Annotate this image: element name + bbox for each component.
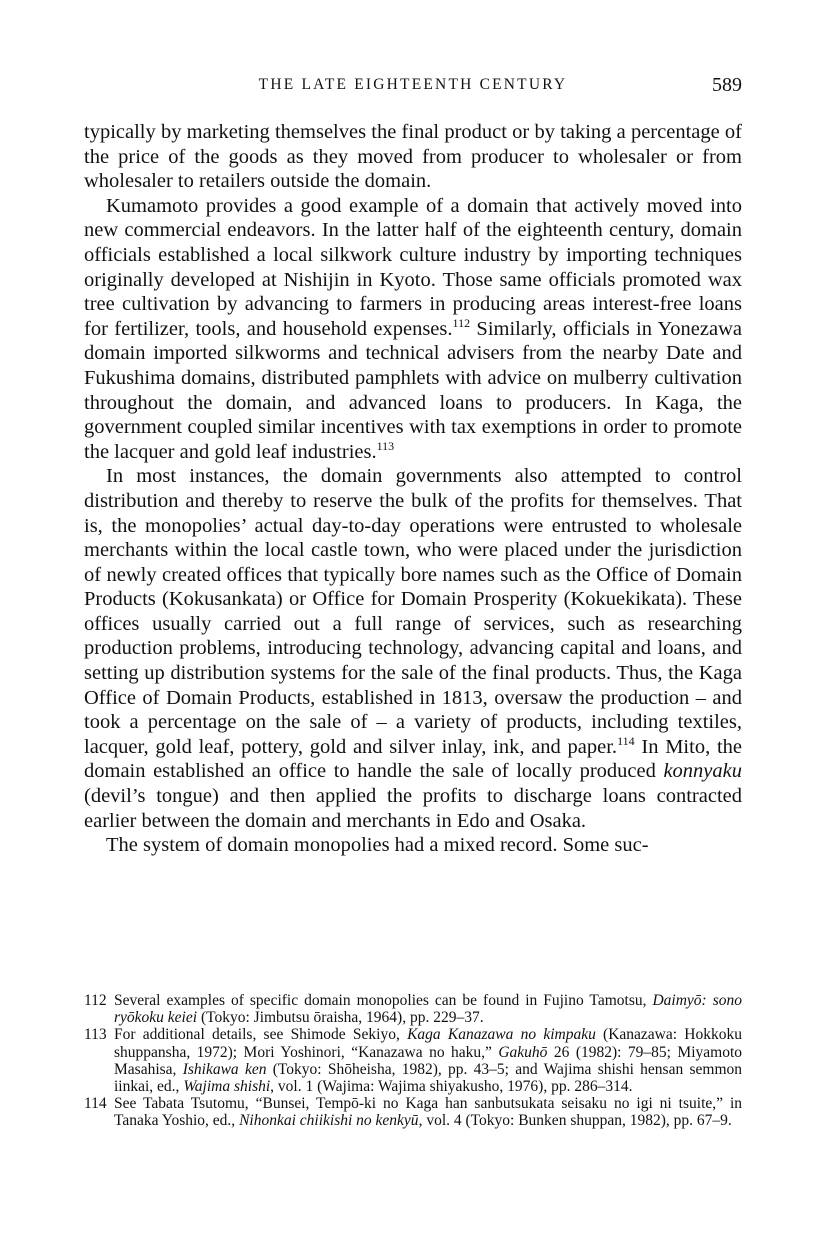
page-number: 589 (712, 74, 742, 96)
footnote-number: 113 (84, 1026, 107, 1044)
paragraph: In most instances, the domain governments also attempted to control distribution and thereby to reserve the bulk of the profits for themselves. That is, the monopolies’ actual day-to-day operations were entrusted to wholesale merchants within the local castle town, who were placed under the jurisdiction of newly created offices that typically bore names such as the Office of Domain Products (Kokusankata) or Office for Domain Prosperity (Kokuekikata). These offices usually carried out a full range of services, such as researching production problems, introducing technology, advancing capital and loans, and setting up distribution systems for the sale of the final products. Thus, the Kaga Office of Domain Products, established in 1813, oversaw the production – and took a percentage on the sale of – a variety of products, including textiles, lacquer, gold leaf, pottery, gold and silver inlay, ink, and paper.$^{114}$ In Mito, the domain established an office to handle the sale of locally produced konnyaku (devil’s tongue) and then applied the profits to discharge loans contracted earlier between the domain and merchants in Edo and Osaka. (84, 465, 742, 832)
footnote-reference: 112 (452, 315, 471, 330)
paragraph: typically by marketing themselves the final product or by taking a percentage of the price of the goods as they moved from producer to wholesaler or from wholesaler to retailers outside the domain. (84, 121, 742, 193)
footnote-reference: 114 (617, 733, 635, 748)
italic-term: konnyaku (663, 760, 742, 783)
footnote-reference: 113 (376, 438, 395, 453)
body-text (84, 120, 742, 858)
footnote-number: 114 (84, 1095, 107, 1113)
footnote: 114 See Tabata Tsutomu, “Bunsei, Tempō-ki no Kaga han sanbutsukata seisaku no igi ni tsuite,” in Tanaka Yoshio, ed., Nihonkai chiikishi no kenkyū, vol. 4 (Tokyo: Bunken shuppan, 1982), pp. 67–9. (84, 1095, 742, 1130)
paragraph: Kumamoto provides a good example of a domain that actively moved into new commercial endeavors. In the latter half of the eighteenth century, domain officials established a local silkwork culture industry by importing techniques originally developed at Nishijin in Kyoto. Those same officials promoted wax tree cultivation by advancing to farmers in producing areas interest-free loans for fertilizer, tools, and household expenses.$^{112}$ Similarly, officials in Yonezawa domain imported silkworms and technical advisers from the nearby Date and Fukushima domains, distributed pamphlets with advice on mulberry cultivation throughout the domain, and advanced loans to producers. In Kaga, the government coupled similar incentives with tax exemptions in order to promote the lacquer and gold leaf industries.$^{113}$ (84, 194, 743, 463)
footnote: 113 For additional details, see Shimode Sekiyo, Kaga Kanazawa no kimpaku (Kanazawa: Hokkoku shuppansha, 1972); Mori Yoshinori, “Kanazawa no haku,” Gakuhō 26 (1982): 79–85; Miyamoto Masahisa, Ishikawa ken (Tokyo: Shōheisha, 1982), pp. 43–5; and Wajima shishi hensan semmon iinkai, ed., Wajima shishi, vol. 1 (Wajima: Wajima shiyakusho, 1976), pp. 286–314. (84, 1026, 742, 1096)
footnote-number: 112 (84, 992, 107, 1009)
running-title: THE LATE EIGHTEENTH CENTURY (258, 76, 568, 93)
footnote: 112 Several examples of specific domain monopolies can be found in Fujino Tamotsu, Daimyō: sono ryōkoku keiei (Tokyo: Jimbutsu ōraisha, 1964), pp. 229–37. (84, 992, 742, 1027)
paragraph: The system of domain monopolies had a mixed record. Some suc- (106, 834, 649, 857)
running-head (84, 74, 742, 98)
footnotes (84, 992, 742, 1130)
